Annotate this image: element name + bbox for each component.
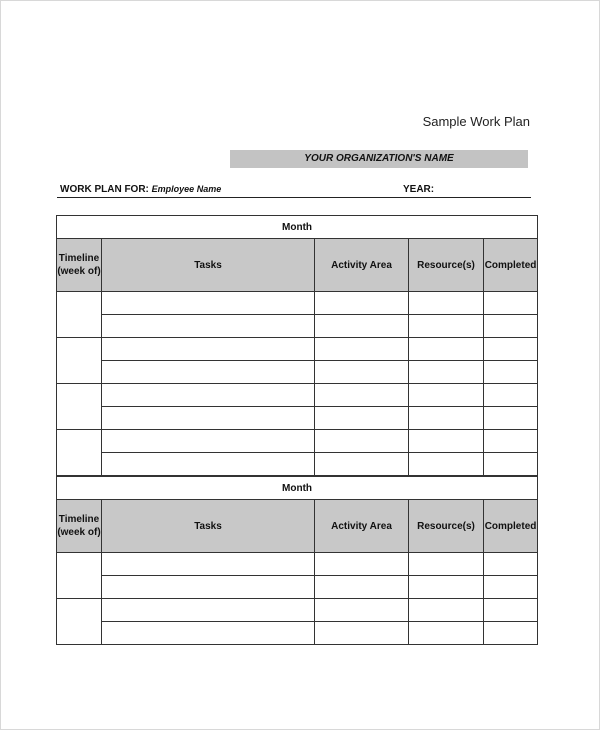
organization-name-bar: YOUR ORGANIZATION'S NAME bbox=[230, 150, 528, 168]
completed-cell[interactable] bbox=[484, 292, 538, 315]
employee-name-label: Employee Name bbox=[151, 184, 222, 194]
task-cell[interactable] bbox=[102, 361, 315, 384]
completed-cell[interactable] bbox=[484, 553, 538, 576]
resource-cell[interactable] bbox=[409, 576, 484, 599]
tasks-header: Tasks bbox=[102, 500, 315, 553]
task-cell[interactable] bbox=[102, 622, 315, 645]
activity-cell[interactable] bbox=[315, 430, 409, 453]
task-cell[interactable] bbox=[102, 384, 315, 407]
completed-cell[interactable] bbox=[484, 430, 538, 453]
task-cell[interactable] bbox=[102, 453, 315, 476]
activity-cell[interactable] bbox=[315, 453, 409, 476]
completed-cell[interactable] bbox=[484, 407, 538, 430]
activity-cell[interactable] bbox=[315, 384, 409, 407]
task-cell[interactable] bbox=[102, 292, 315, 315]
task-cell[interactable] bbox=[102, 407, 315, 430]
activity-area-header: Activity Area bbox=[315, 500, 409, 553]
month-header: Month bbox=[57, 216, 538, 239]
completed-cell[interactable] bbox=[484, 622, 538, 645]
task-cell[interactable] bbox=[102, 430, 315, 453]
resources-header: Resource(s) bbox=[409, 239, 484, 292]
completed-header: Completed bbox=[484, 239, 538, 292]
completed-cell[interactable] bbox=[484, 599, 538, 622]
resource-cell[interactable] bbox=[409, 292, 484, 315]
resource-cell[interactable] bbox=[409, 361, 484, 384]
completed-cell[interactable] bbox=[484, 576, 538, 599]
task-cell[interactable] bbox=[102, 553, 315, 576]
work-plan-table-2 bbox=[56, 476, 538, 645]
activity-cell[interactable] bbox=[315, 553, 409, 576]
completed-cell[interactable] bbox=[484, 361, 538, 384]
activity-cell[interactable] bbox=[315, 622, 409, 645]
activity-cell[interactable] bbox=[315, 361, 409, 384]
year-label: YEAR: bbox=[403, 184, 435, 195]
activity-cell[interactable] bbox=[315, 315, 409, 338]
resource-cell[interactable] bbox=[409, 384, 484, 407]
completed-header: Completed bbox=[484, 500, 538, 553]
timeline-cell[interactable] bbox=[57, 553, 102, 599]
timeline-cell[interactable] bbox=[57, 338, 102, 384]
resource-cell[interactable] bbox=[409, 453, 484, 476]
timeline-cell[interactable] bbox=[57, 430, 102, 476]
task-cell[interactable] bbox=[102, 576, 315, 599]
timeline-header: Timeline (week of) bbox=[57, 500, 102, 553]
resource-cell[interactable] bbox=[409, 599, 484, 622]
resource-cell[interactable] bbox=[409, 315, 484, 338]
activity-cell[interactable] bbox=[315, 576, 409, 599]
task-cell[interactable] bbox=[102, 599, 315, 622]
activity-cell[interactable] bbox=[315, 292, 409, 315]
timeline-cell[interactable] bbox=[57, 292, 102, 338]
work-plan-label-text: WORK PLAN FOR: bbox=[60, 184, 149, 195]
resource-cell[interactable] bbox=[409, 430, 484, 453]
completed-cell[interactable] bbox=[484, 338, 538, 361]
completed-cell[interactable] bbox=[484, 453, 538, 476]
timeline-header: Timeline (week of) bbox=[57, 239, 102, 292]
activity-cell[interactable] bbox=[315, 338, 409, 361]
task-cell[interactable] bbox=[102, 338, 315, 361]
resource-cell[interactable] bbox=[409, 407, 484, 430]
tasks-header: Tasks bbox=[102, 239, 315, 292]
activity-cell[interactable] bbox=[315, 599, 409, 622]
resources-header: Resource(s) bbox=[409, 500, 484, 553]
work-plan-underline bbox=[57, 197, 531, 198]
completed-cell[interactable] bbox=[484, 384, 538, 407]
work-plan-table-1 bbox=[56, 215, 538, 476]
document-title: Sample Work Plan bbox=[422, 114, 530, 129]
resource-cell[interactable] bbox=[409, 622, 484, 645]
activity-area-header: Activity Area bbox=[315, 239, 409, 292]
resource-cell[interactable] bbox=[409, 338, 484, 361]
activity-cell[interactable] bbox=[315, 407, 409, 430]
resource-cell[interactable] bbox=[409, 553, 484, 576]
timeline-cell[interactable] bbox=[57, 384, 102, 430]
month-header: Month bbox=[57, 477, 538, 500]
task-cell[interactable] bbox=[102, 315, 315, 338]
work-plan-for-label bbox=[60, 184, 221, 195]
completed-cell[interactable] bbox=[484, 315, 538, 338]
timeline-cell[interactable] bbox=[57, 599, 102, 645]
